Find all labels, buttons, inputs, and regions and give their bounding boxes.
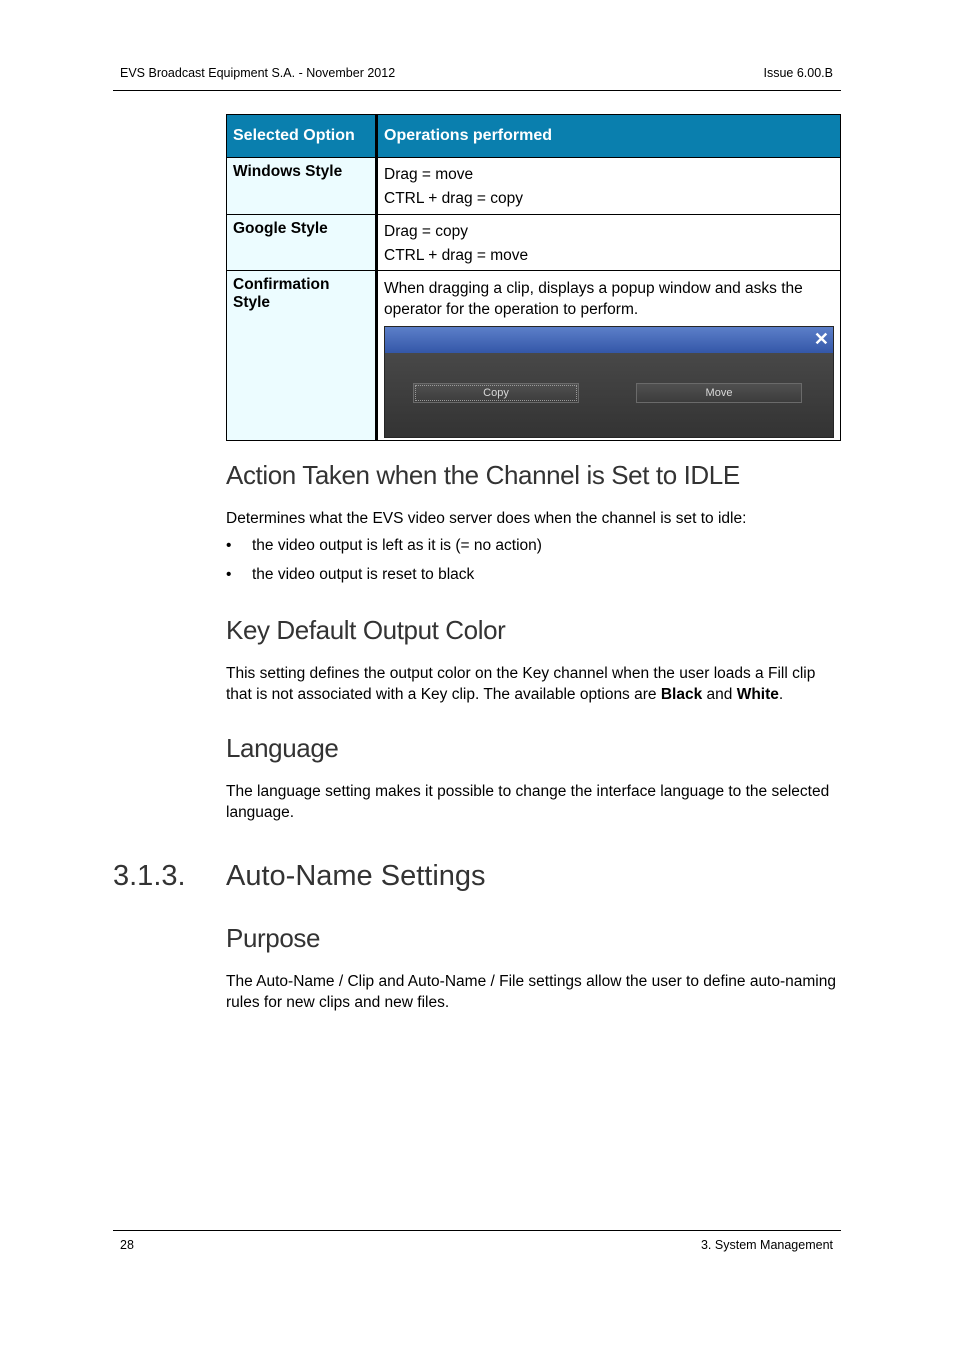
chapter-number: 3.1.3. <box>113 860 186 892</box>
close-icon: ✕ <box>813 329 829 349</box>
list-item-text: the video output is left as it is (= no action) <box>252 537 542 554</box>
operation-line: Drag = copy <box>384 223 469 240</box>
operation-line: Drag = move <box>384 166 474 183</box>
list-item-text: the video output is reset to black <box>252 566 475 583</box>
key-text: . <box>778 686 784 703</box>
operation-line: CTRL + drag = move <box>384 247 529 264</box>
popup-body <box>385 353 833 437</box>
option-operations <box>377 215 841 271</box>
table-header-operations: Operations performed <box>377 115 841 158</box>
copy-button: Copy <box>413 383 579 403</box>
chapter-title: Auto-Name Settings <box>226 860 486 892</box>
table-row <box>227 215 841 271</box>
header-left: EVS Broadcast Equipment S.A. - November 2012 <box>120 66 396 80</box>
key-description <box>226 663 844 705</box>
section-title-purpose: Purpose <box>226 923 321 953</box>
section-title-language: Language <box>226 733 339 763</box>
section-title-key: Key Default Output Color <box>226 615 506 645</box>
key-option-white: White <box>736 686 779 703</box>
option-name: Confirmation Style <box>227 271 377 441</box>
option-name: Windows Style <box>227 158 377 215</box>
idle-intro: Determines what the EVS video server does when the channel is set to idle: <box>226 510 747 527</box>
options-table <box>226 114 841 441</box>
option-name: Google Style <box>227 215 377 271</box>
section-title-idle: Action Taken when the Channel is Set to IDLE <box>226 460 740 490</box>
purpose-description: The Auto-Name / Clip and Auto-Name / File settings allow the user to define auto-naming rules for new clips and new files. <box>226 973 836 1011</box>
option-operations <box>377 271 841 441</box>
footer-chapter: 3. System Management <box>700 1238 833 1252</box>
move-button: Move <box>636 383 802 403</box>
confirmation-popup-screenshot <box>384 326 834 438</box>
key-text: This setting defines the output color on the Key channel when the user loads a Fill clip that is not associated with a Key clip. The available options are <box>226 665 816 703</box>
table-header-row <box>227 115 841 158</box>
language-description: The language setting makes it possible to change the interface language to the selected language. <box>226 783 830 821</box>
footer-rule <box>113 1230 841 1231</box>
popup-title-bar <box>385 327 833 353</box>
header-right: Issue 6.00.B <box>763 66 833 80</box>
key-text: and <box>702 686 737 703</box>
header-rule <box>113 90 841 91</box>
key-option-black: Black <box>660 686 703 703</box>
operation-description: When dragging a clip, displays a popup window and asks the operator for the operation to perform. <box>384 280 803 318</box>
table-header-option: Selected Option <box>227 115 377 158</box>
option-operations <box>377 158 841 215</box>
page-number: 28 <box>120 1238 134 1252</box>
table-row <box>227 158 841 215</box>
operation-line: CTRL + drag = copy <box>384 190 523 207</box>
table-row <box>227 271 841 441</box>
